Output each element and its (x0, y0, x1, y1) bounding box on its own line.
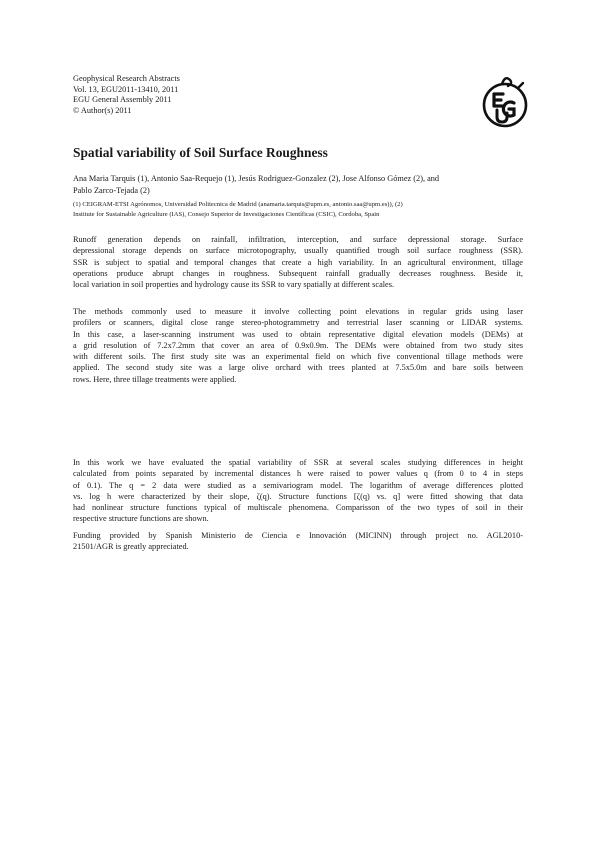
paragraph-funding (73, 530, 523, 553)
text-line: operations produce abrupt changes in roughness. Subsequent rainfall gradually decreases roughness. Beside it, (73, 268, 523, 278)
text-line: of 0.1). The q = 2 data were studied as a semivariogram model. The logarithm of average differences plotted (73, 480, 523, 490)
logo-text: EGU (505, 130, 508, 131)
text-line: local variation in soil properties and hydrology cause its SSR to vary spatially at different scales. (73, 280, 395, 290)
text-line: profilers or scanners, digital close range stereo-photogrammetry and terrestrial laser scanning or LIDAR systems. (73, 318, 523, 328)
text-line: had nonlinear structure functions typical of multiscale phenomena. Comparisson of the two types of soil in their (73, 503, 523, 513)
text-line: In this work we have evaluated the spatial variability of SSR at several scales studying differences in height (73, 458, 523, 467)
paragraph-methods (73, 306, 523, 385)
text-line: a grid resolution of 7.2x7.2mm that cover an area of 0.9x0.9m. The DEMs were obtained from two study sites (73, 340, 523, 350)
abstract-header (73, 74, 373, 117)
text-line: Runoff generation depends on rainfall, infiltration, interception, and surface depressional storage. Surface (73, 235, 523, 244)
copyright-line: © Author(s) 2011 (73, 106, 132, 116)
text-line: with different soils. The first study site was an experimental field on which five conventional tillage methods were (73, 352, 523, 362)
author-list (73, 173, 533, 197)
text-line: applied. The second study site was a large olive orchard with trees planted at 7.5x5.0m and bare soils between (73, 363, 523, 373)
text-line: vs. log h were characterized by their slope, ζ(q). Structure functions [ζ(q) vs. q] were fitted showing that data (73, 491, 523, 501)
affiliation-line: Institute for Sustainable Agriculture (IAS), Consejo Superior de Investigaciones Científicas (CSIC), Cordoba, Spain (73, 211, 380, 219)
text-line: 21501/AGR is greatly appreciated. (73, 542, 189, 552)
author-line: Ana Maria Tarquis (1), Antonio Saa-Requejo (1), Jesús Rodriguez-Gonzalez (2), Jose Alfonso Gómez (2), and (73, 174, 440, 183)
assembly-name: EGU General Assembly 2011 (73, 95, 172, 105)
text-line: calculated from points separated by incremental distances h were raised to power values q (from 0 to 4 in steps (73, 469, 523, 479)
text-line: respective structure functions are shown. (73, 514, 209, 524)
paragraph-runoff (73, 234, 523, 290)
author-line: Pablo Zarco-Tejada (2) (73, 186, 150, 196)
egu-logo (480, 72, 530, 132)
affiliations (73, 200, 535, 221)
text-line: depressional storage depends on surface microtopography, usually quantified trough soil surface roughness (SSR). (73, 246, 523, 256)
journal-name: Geophysical Research Abstracts (73, 74, 180, 83)
text-line: In this case, a laser-scanning instrument was used to obtain representative digital elevation models (DEMs) at (73, 329, 523, 339)
text-line: rows. Here, three tillage treatments were applied. (73, 374, 237, 384)
affiliation-line: (1) CEIGRAM-ETSI Agrónomos, Universidad Politecnica de Madrid (anamaria.tarquis@upm.es, antonio.saa@upm.es)), (2) (73, 201, 403, 208)
paper-title: Spatial variability of Soil Surface Roughness (73, 145, 328, 160)
text-line: Funding provided by Spanish Ministerio de Ciencia e Innovación (MICINN) through project no. AGL2010- (73, 531, 523, 540)
text-line: SSR is subject to spatial and temporal changes that create a high variability. In an agricultural environment, tillage (73, 257, 523, 267)
volume-info: Vol. 13, EGU2011-13410, 2011 (73, 84, 179, 94)
paragraph-work (73, 457, 523, 525)
text-line: The methods commonly used to measure it involve collecting point elevations in regular grids using laser (73, 307, 523, 316)
